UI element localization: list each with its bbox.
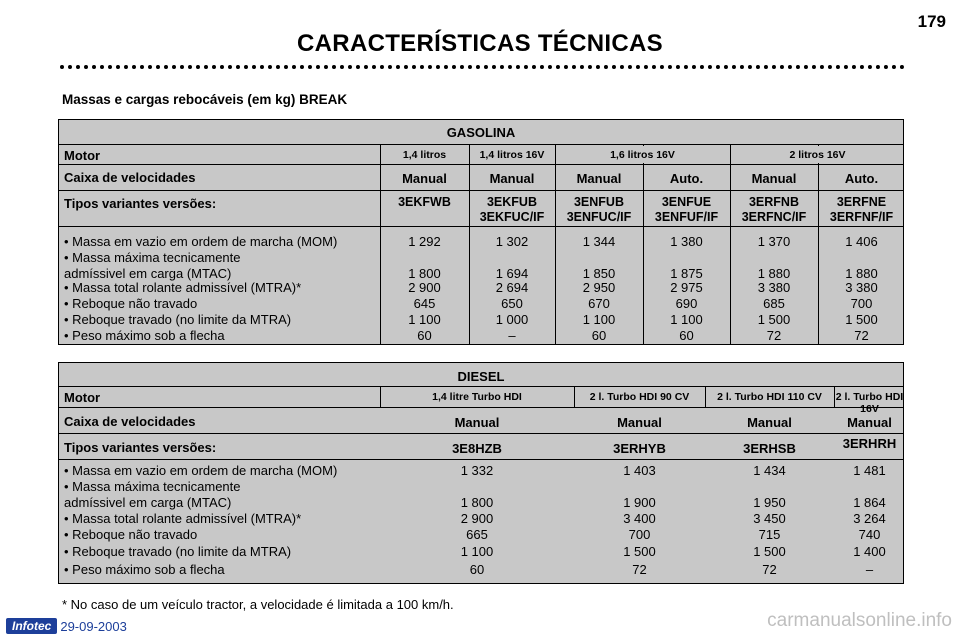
spec-value: 2 975 — [670, 280, 703, 295]
motor-label: Motor — [64, 148, 101, 163]
spec-value: 1 875 — [670, 266, 703, 281]
spec-value: 670 — [588, 296, 610, 311]
spec-value: 60 — [417, 328, 432, 343]
spec-value: 1 100 — [670, 312, 703, 327]
gearbox-cell: Manual — [751, 171, 797, 186]
footer — [6, 617, 127, 635]
spec-row-label: • Massa em vazio em ordem de marcha (MOM) — [64, 234, 338, 249]
spec-value: 1 500 — [757, 312, 791, 327]
spec-value: 60 — [679, 328, 694, 343]
spec-value: 1 380 — [670, 234, 703, 249]
spec-value: – — [865, 562, 874, 577]
spec-value: 685 — [763, 296, 785, 311]
gearbox-cell: Manual — [576, 171, 622, 186]
spec-value: 1 000 — [495, 312, 529, 327]
spec-value: 1 500 — [753, 544, 786, 559]
footer-date: 29-09-2003 — [60, 618, 127, 634]
engine-header: 2 l. Turbo HDI 90 CV — [589, 391, 690, 403]
spec-value: 2 900 — [460, 511, 494, 526]
spec-value: 3 450 — [753, 511, 786, 526]
engine-header: 2 l. Turbo HDI 110 CV — [717, 391, 822, 403]
variant-cell: 3E8HZB — [452, 441, 502, 456]
engine-header: 1,4 litros 16V — [479, 149, 545, 161]
spec-row-label: • Massa máxima tecnicamente admíssivel em carga (MTAC) — [64, 250, 241, 281]
spec-value: 1 900 — [623, 495, 656, 510]
section-heading: Massas e cargas rebocáveis (em kg) BREAK — [62, 92, 348, 107]
engine-header: 1,4 litros — [402, 149, 447, 161]
gasoline-spec-table — [58, 119, 904, 345]
engine-header: 2 litros 16V — [789, 149, 846, 161]
variant-cell: 3EKFUB 3EKFUC/IF — [479, 195, 545, 224]
spec-value: 715 — [758, 527, 781, 542]
spec-row-label: • Massa em vazio em ordem de marcha (MOM) — [64, 463, 338, 478]
gearbox-cell: Auto. — [844, 171, 879, 186]
spec-value: 740 — [858, 527, 881, 542]
spec-value: 1 292 — [408, 234, 441, 249]
spec-value: 3 380 — [845, 280, 878, 295]
spec-value: 665 — [466, 527, 488, 542]
variant-cell: 3ERFNE 3ERFNF/IF — [829, 195, 894, 224]
footnote: * No caso de um veículo tractor, a velocidade é limitada a 100 km/h. — [62, 597, 454, 612]
watermark: carmanualsonline.info — [767, 610, 952, 631]
spec-value: 1 100 — [408, 312, 441, 327]
gearbox-cell: Auto. — [669, 171, 704, 186]
spec-value: 690 — [675, 296, 698, 311]
spec-value: 1 403 — [623, 463, 656, 478]
spec-row-label: • Reboque travado (no limite da MTRA) — [64, 312, 292, 327]
spec-value: 650 — [501, 296, 523, 311]
spec-value: 645 — [413, 296, 436, 311]
spec-value: 2 950 — [582, 280, 616, 295]
diesel-spec-table — [58, 362, 904, 584]
spec-value: 700 — [850, 296, 873, 311]
spec-value: 1 800 — [408, 266, 441, 281]
spec-value: 1 800 — [460, 495, 494, 510]
variant-cell: 3ENFUE 3ENFUF/IF — [654, 195, 719, 224]
spec-value: 1 880 — [757, 266, 791, 281]
spec-value: 72 — [854, 328, 869, 343]
gearbox-cell: Manual — [617, 415, 662, 430]
spec-row-label: • Reboque travado (no limite da MTRA) — [64, 544, 292, 559]
spec-value: – — [508, 328, 516, 343]
spec-value: 1 500 — [623, 544, 656, 559]
spec-value: 1 370 — [757, 234, 791, 249]
spec-value: 1 100 — [582, 312, 616, 327]
gasoline-heading: GASOLINA — [446, 125, 516, 140]
variants-label: Tipos variantes versões: — [64, 196, 217, 211]
variant-cell: 3ERHSB — [743, 441, 796, 456]
motor-label: Motor — [64, 390, 101, 405]
spec-value: 60 — [591, 328, 607, 343]
spec-row-label: • Massa total rolante admissível (MTRA)* — [64, 280, 302, 295]
gearbox-label: Caixa de velocidades — [64, 170, 196, 185]
spec-value: 1 850 — [582, 266, 616, 281]
spec-row-label: • Reboque não travado — [64, 296, 198, 311]
spec-value: 1 332 — [460, 463, 494, 478]
spec-value: 3 400 — [623, 511, 656, 526]
spec-value: 72 — [766, 328, 782, 343]
gearbox-label: Caixa de velocidades — [64, 414, 196, 429]
spec-row-label: • Massa máxima tecnicamente admíssivel em carga (MTAC) — [64, 479, 241, 510]
engine-header: 1,4 litre Turbo HDI — [432, 391, 522, 403]
spec-value: 2 694 — [495, 280, 529, 295]
spec-value: 700 — [628, 527, 651, 542]
spec-value: 72 — [632, 562, 647, 577]
spec-value: 1 100 — [460, 544, 494, 559]
variant-cell: 3ERFNB 3ERFNC/IF — [741, 195, 807, 224]
variant-cell: 3ERHRH — [842, 436, 897, 451]
spec-row-label: • Peso máximo sob a flecha — [64, 562, 225, 577]
spec-value: 1 400 — [853, 544, 886, 559]
spec-row-label: • Peso máximo sob a flecha — [64, 328, 225, 343]
gearbox-cell: Manual — [747, 415, 792, 430]
gearbox-cell: Manual — [489, 171, 535, 186]
spec-value: 1 434 — [753, 463, 786, 478]
variant-cell: 3ERHYB — [613, 441, 666, 456]
spec-value: 72 — [762, 562, 777, 577]
spec-value: 1 880 — [845, 266, 878, 281]
spec-value: 2 900 — [408, 280, 441, 295]
spec-value: 1 481 — [853, 463, 886, 478]
spec-value: 1 302 — [495, 234, 529, 249]
spec-value: 3 380 — [757, 280, 791, 295]
engine-header: 1,6 litros 16V — [610, 149, 675, 161]
spec-value: 1 864 — [853, 495, 886, 510]
variant-cell: 3EKFWB — [398, 195, 451, 209]
variant-cell: 3ENFUB 3ENFUC/IF — [566, 195, 632, 224]
spec-value: 1 344 — [582, 234, 616, 249]
gearbox-cell: Manual — [847, 415, 892, 430]
page-number: 179 — [917, 12, 946, 31]
spec-value: 1 500 — [845, 312, 878, 327]
gearbox-cell: Manual — [454, 415, 500, 430]
page-title: CARACTERÍSTICAS TÉCNICAS — [297, 30, 663, 57]
spec-value: 1 694 — [495, 266, 529, 281]
title-divider — [60, 65, 905, 69]
engine-header: 2 l. Turbo HDI 16V — [835, 391, 904, 415]
spec-value: 1 950 — [753, 495, 786, 510]
diesel-heading: DIESEL — [457, 369, 505, 384]
infotec-logo: Infotec — [6, 618, 57, 634]
spec-row-label: • Reboque não travado — [64, 527, 198, 542]
spec-value: 1 406 — [845, 234, 878, 249]
spec-value: 3 264 — [853, 511, 886, 526]
variants-label: Tipos variantes versões: — [64, 440, 217, 455]
gearbox-cell: Manual — [402, 171, 447, 186]
spec-value: 60 — [469, 562, 485, 577]
spec-row-label: • Massa total rolante admissível (MTRA)* — [64, 511, 302, 526]
